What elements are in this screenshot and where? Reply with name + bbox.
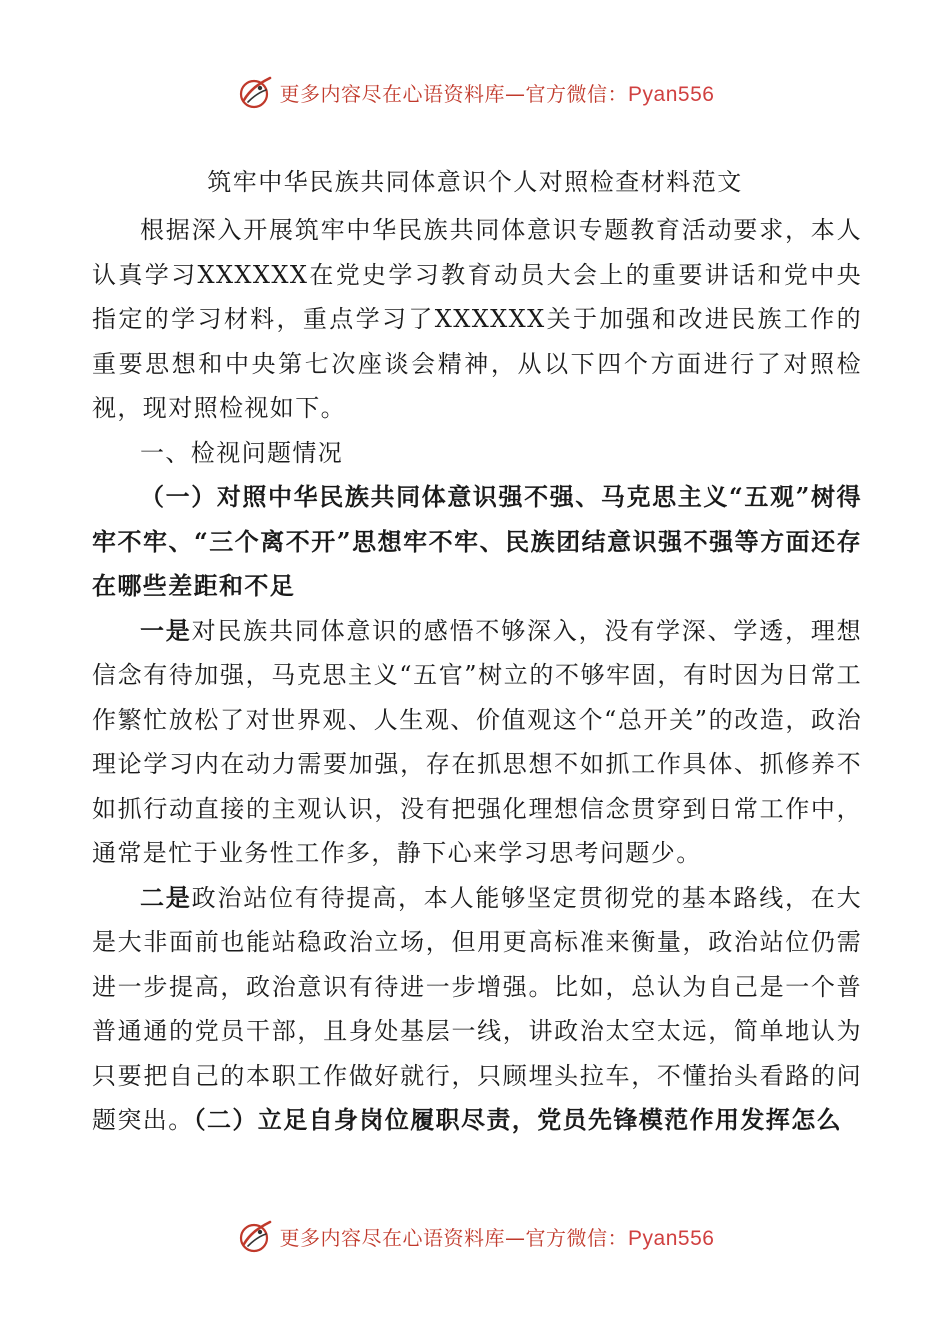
banner-dash: — bbox=[505, 81, 526, 106]
document-title: 筑牢中华民族共同体意识个人对照检查材料范文 bbox=[207, 168, 743, 196]
banner-dash: — bbox=[505, 1225, 526, 1250]
subsection1-heading: （一）对照中华民族共同体意识强不强、马克思主义“五观”树得牢不牢、“三个离不开”思想牢不牢、民族团结意识强不强等方面还存在哪些差距和不足 bbox=[92, 482, 862, 600]
point2-text: 政治站位有待提高，本人能够坚定贯彻党的基本路线，在大是大非面前也能站稳政治立场，但用更高标准来衡量，政治站位仍需进一步提高，政治意识有待进一步增强。比如，总认为自己是一个普普通通的党员干部，且身处基层一线，讲政治太空太远，简单地认为只要把自己的本职工作做好就行，只顾埋头拉车，不懂抬头看路的问题突出。 bbox=[92, 883, 862, 1134]
point1-lead: 一是 bbox=[140, 615, 192, 645]
subsection2-heading: （二）立足自身岗位履职尽责，党员先锋模范作用发挥怎么 bbox=[193, 1105, 843, 1134]
point2-paragraph bbox=[92, 876, 862, 1143]
banner-main-text: 更多内容尽在心语资料库 bbox=[279, 81, 506, 106]
point1-paragraph bbox=[92, 609, 862, 876]
brand-logo-icon bbox=[236, 72, 276, 112]
section1-heading: 一、检视问题情况 bbox=[140, 438, 344, 467]
footer-banner bbox=[0, 1216, 950, 1256]
banner-wechat-id: Pyan556 bbox=[628, 1226, 715, 1250]
banner-wechat-label: 官方微信： bbox=[525, 81, 629, 106]
intro-paragraph: 根据深入开展筑牢中华民族共同体意识专题教育活动要求，本人认真学习XXXXXX在党史学习教育动员大会上的重要讲话和党中央指定的学习材料，重点学习了XXXXXX关于加强和改进民族工作的重要思想和中央第七次座谈会精神，从以下四个方面进行了对照检视，现对照检视如下。 bbox=[92, 216, 862, 422]
banner-main-text: 更多内容尽在心语资料库 bbox=[279, 1225, 506, 1250]
point1-text: 对民族共同体意识的感悟不够深入，没有学深、学透，理想信念有待加强，马克思主义“五官”树立的不够牢固，有时因为日常工作繁忙放松了对世界观、人生观、价值观这个“总开关”的改造，政治理论学习内在动力需要加强，存在抓思想不如抓工作具体、抓修养不如抓行动直接的主观认识，没有把强化理想信念贯穿到日常工作中，通常是忙于业务性工作多，静下心来学习思考问题少。 bbox=[92, 616, 862, 867]
point2-lead: 二是 bbox=[140, 882, 192, 912]
brand-logo-icon bbox=[236, 1216, 276, 1256]
banner-text bbox=[280, 1222, 715, 1251]
banner-wechat-id: Pyan556 bbox=[628, 82, 715, 106]
document-body bbox=[92, 208, 862, 1143]
header-banner bbox=[0, 72, 950, 112]
banner-text bbox=[280, 78, 715, 107]
banner-wechat-label: 官方微信： bbox=[525, 1225, 629, 1250]
